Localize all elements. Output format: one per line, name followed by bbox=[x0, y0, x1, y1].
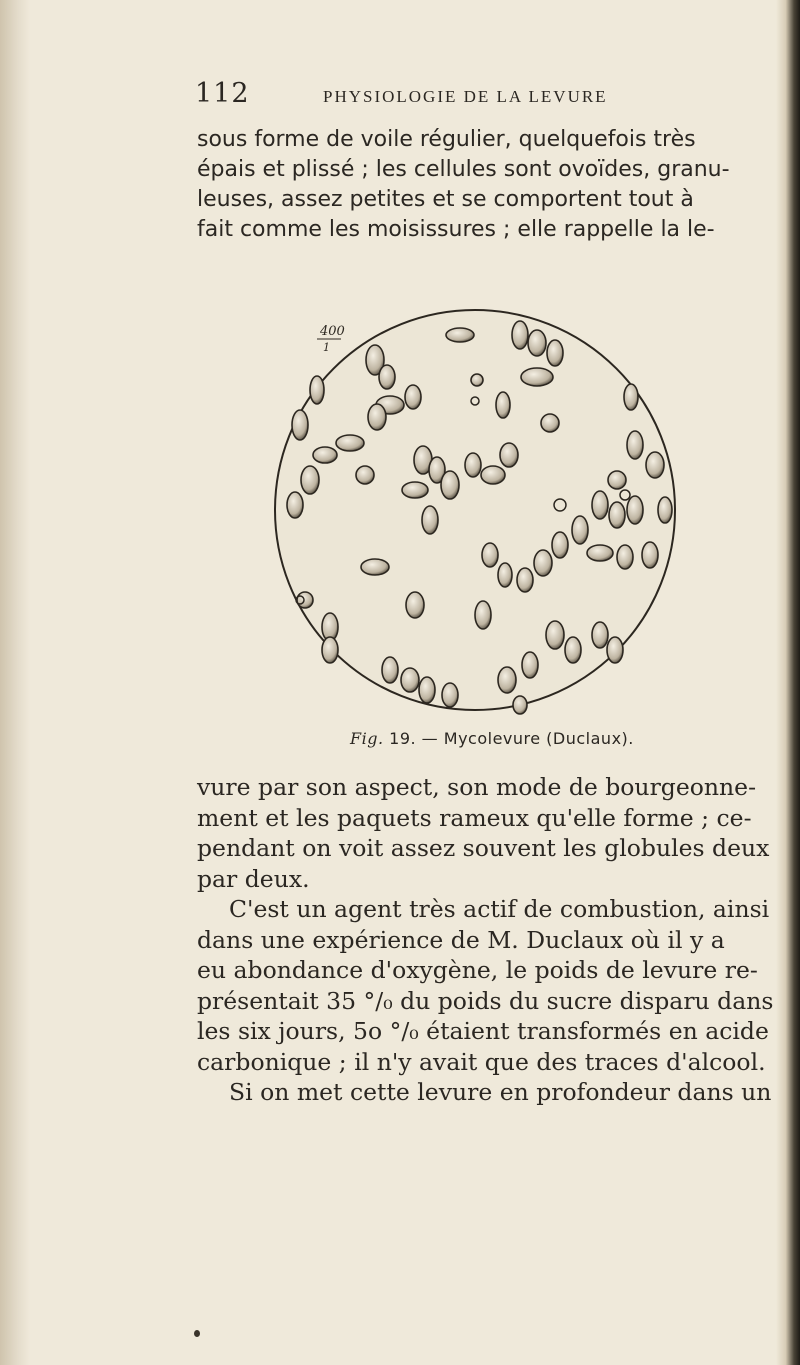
page-header bbox=[195, 78, 765, 110]
text-line: dans une expérience de M. Duclaux où il y a bbox=[197, 925, 725, 954]
text-line: Si on met cette levure en profondeur dans un bbox=[229, 1078, 772, 1106]
text-line: par deux. bbox=[197, 864, 310, 893]
caption-text: 19. — Mycolevure (Duclaux). bbox=[389, 729, 634, 748]
ink-spot bbox=[194, 1330, 200, 1337]
text-line: C'est un agent très actif de combustion, ainsi bbox=[229, 895, 770, 923]
paragraph-top bbox=[197, 125, 767, 245]
text-line: leuses, assez petites et se comportent tout à bbox=[197, 187, 694, 212]
page-edge-left bbox=[0, 0, 30, 1365]
caption-prefix: Fig. bbox=[350, 729, 384, 748]
paragraph-bottom bbox=[197, 772, 774, 1108]
text-line: épais et plissé ; les cellules sont ovoïdes, granu- bbox=[197, 157, 730, 182]
text-line: sous forme de voile régulier, quelquefois très bbox=[197, 127, 696, 152]
text-line: vure par son aspect, son mode de bourgeonne- bbox=[197, 773, 757, 801]
text-line: ment et les paquets rameux qu'elle forme ; ce- bbox=[197, 803, 752, 832]
text-line: pendant on voit assez souvent les globules deux bbox=[197, 834, 770, 862]
page-edge-right bbox=[776, 0, 800, 1365]
text-line: eu abondance d'oxygène, le poids de levure re- bbox=[197, 956, 758, 984]
figure-caption bbox=[350, 729, 634, 748]
magnification-label: 400 bbox=[320, 324, 345, 339]
page-number: 112 bbox=[195, 78, 250, 109]
magnification-sub: 1 bbox=[323, 341, 330, 354]
running-title: PHYSIOLOGIE DE LA LEVURE bbox=[323, 87, 608, 106]
text-line: carbonique ; il n'y avait que des traces d'alcool. bbox=[197, 1047, 766, 1076]
yeast-cells-illustration bbox=[255, 305, 695, 715]
text-line: les six jours, 5o °/₀ étaient transformés en acide bbox=[197, 1017, 769, 1045]
microscope-figure bbox=[255, 305, 695, 715]
text-line: présentait 35 °/₀ du poids du sucre disparu dans bbox=[197, 986, 774, 1015]
text-line: fait comme les moisissures ; elle rappelle la le- bbox=[197, 217, 715, 242]
